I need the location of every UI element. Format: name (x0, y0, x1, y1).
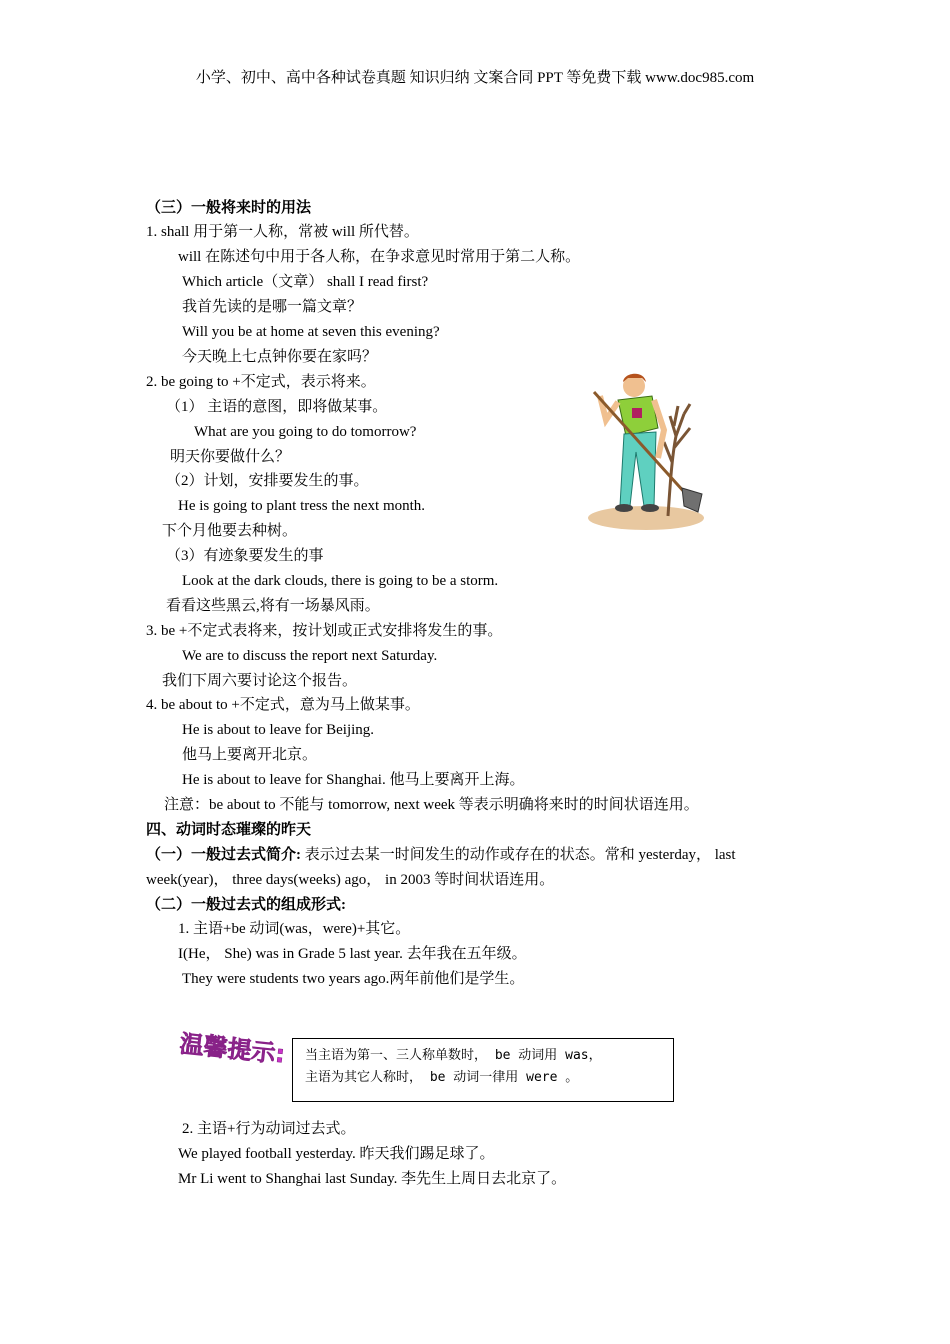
chapter-heading: 四、动词时态璀璨的昨天 (146, 822, 312, 838)
section-intro-text: 表示过去某一时间发生的动作或存在的状态。常和 yesterday， last (301, 847, 736, 863)
rule-2-sub-2: （2）计划，安排要发生的事。 (166, 473, 369, 489)
example-translation: 他马上要离开北京。 (182, 747, 318, 763)
rule-2-sub-3: （3）有迹象要发生的事 (166, 548, 324, 564)
example-sentence: Which article（文章） shall I read first? (182, 274, 429, 290)
note-line: 注意：be about to 不能与 tomorrow, next week 等表示明确将来时的时间状语连用。 (164, 797, 699, 813)
section-heading-past-intro: （一）一般过去式简介: (146, 847, 301, 863)
section-heading-past-form: （二）一般过去式的组成形式: (146, 897, 346, 913)
example-sentence: Will you be at home at seven this evening? (182, 324, 440, 340)
example-translation: 我们下周六要讨论这个报告。 (162, 673, 358, 689)
example-sentence: Look at the dark clouds, there is going to be a storm. (182, 573, 499, 589)
rule-1: 1. shall 用于第一人称，常被 will 所代替。 (146, 224, 419, 240)
rule-3: 3. be +不定式表将来，按计划或正式安排将发生的事。 (146, 623, 503, 639)
rule-2-sub-1: （1） 主语的意图，即将做某事。 (166, 399, 388, 415)
example-translation: 今天晚上七点钟你要在家吗？ (182, 349, 378, 365)
man-planting-tree-illustration (586, 366, 712, 541)
warm-tip-logo (176, 1016, 287, 1077)
example-sentence: They were students two years ago.两年前他们是学生。 (182, 971, 525, 987)
example-translation: 看看这些黑云,将有一场暴风雨。 (166, 598, 380, 614)
form-1: 1. 主语+be 动词(was，were)+其它。 (178, 921, 411, 937)
rule-1-note: will 在陈述句中用于各人称，在争求意见时常用于第二人称。 (178, 249, 581, 265)
example-sentence: We played football yesterday. 昨天我们踢足球了。 (178, 1146, 495, 1162)
form-2: 2. 主语+行为动词过去式。 (182, 1121, 356, 1137)
example-sentence: Mr Li went to Shanghai last Sunday. 李先生上周日去北京了。 (178, 1171, 567, 1187)
example-sentence: He is about to leave for Beijing. (182, 722, 375, 738)
example-translation: 下个月他要去种树。 (162, 523, 298, 539)
section-intro-line (146, 845, 736, 865)
svg-text:温馨提示:: 温馨提示: (178, 1029, 287, 1069)
rule-2: 2. be going to +不定式，表示将来。 (146, 374, 376, 390)
example-sentence: I(He， She) was in Grade 5 last year. 去年我在五年级。 (178, 946, 527, 962)
example-sentence: He is going to plant tress the next month. (178, 498, 426, 514)
example-translation: 我首先读的是哪一篇文章？ (182, 299, 363, 315)
tip-line: 当主语为第一、三人称单数时， be 动词用 was， (305, 1048, 602, 1063)
section-intro-continued: week(year)， three days(weeks) ago， in 2003 等时间状语连用。 (146, 872, 555, 888)
page-header: 小学、初中、高中各种试卷真题 知识归纳 文案合同 PPT 等免费下载 www.doc985.com (195, 70, 755, 86)
rule-4: 4. be about to +不定式，意为马上做某事。 (146, 697, 420, 713)
example-sentence: He is about to leave for Shanghai. 他马上要离开上海。 (182, 772, 525, 788)
tip-line: 主语为其它人称时， be 动词一律用 were 。 (305, 1070, 579, 1085)
example-translation: 明天你要做什么？ (170, 449, 291, 465)
example-sentence: We are to discuss the report next Saturday. (182, 648, 438, 664)
example-sentence: What are you going to do tomorrow? (194, 424, 417, 440)
tip-box (292, 1038, 674, 1102)
section-heading-future-usage: （三）一般将来时的用法 (146, 200, 312, 216)
